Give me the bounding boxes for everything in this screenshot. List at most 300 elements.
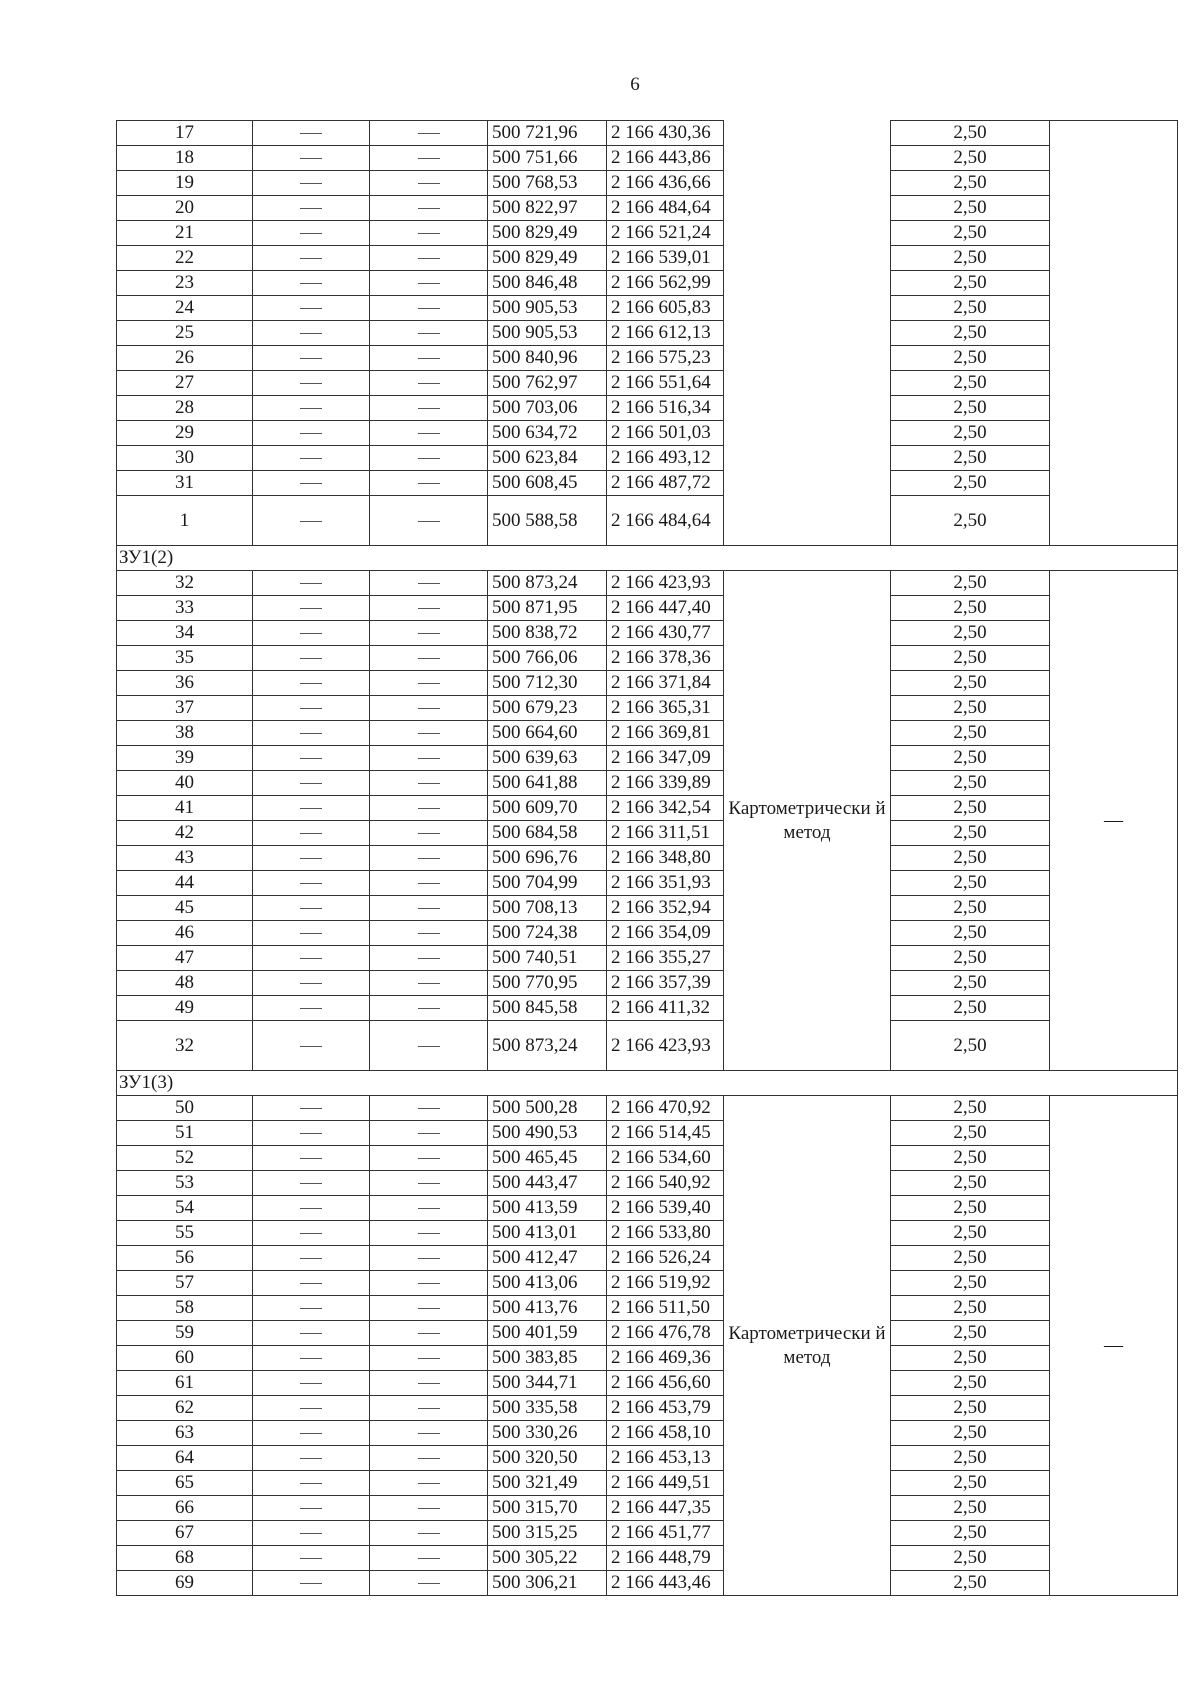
accuracy-mt: 2,50 <box>891 296 1050 321</box>
dash-mark <box>418 1433 440 1434</box>
right-col-cell: — <box>1050 1096 1178 1596</box>
prev-y-dash <box>370 1446 488 1471</box>
prev-y-dash <box>370 1496 488 1521</box>
accuracy-mt: 2,50 <box>891 1171 1050 1196</box>
prev-x-dash <box>253 646 370 671</box>
prev-y-dash <box>370 296 488 321</box>
section-title: ЗУ1(3) <box>117 1071 1178 1096</box>
dash-mark <box>300 983 322 984</box>
coord-y: 2 166 430,36 <box>607 121 724 146</box>
dash-mark <box>418 983 440 984</box>
coord-x: 500 740,51 <box>488 946 607 971</box>
prev-y-dash <box>370 1346 488 1371</box>
prev-x-dash <box>253 1196 370 1221</box>
accuracy-mt: 2,50 <box>891 1221 1050 1246</box>
dash-mark <box>418 383 440 384</box>
prev-y-dash <box>370 596 488 621</box>
dash-mark <box>300 1108 322 1109</box>
dash-mark <box>300 308 322 309</box>
table-row <box>117 496 1178 546</box>
coord-y: 2 166 354,09 <box>607 921 724 946</box>
dash-mark <box>418 433 440 434</box>
point-number: 26 <box>117 346 253 371</box>
table-row <box>117 246 1178 271</box>
prev-x-dash <box>253 1146 370 1171</box>
prev-y-dash <box>370 421 488 446</box>
table-row <box>117 596 1178 621</box>
coord-y: 2 166 443,46 <box>607 1571 724 1596</box>
table-row <box>117 321 1178 346</box>
prev-y-dash <box>370 346 488 371</box>
prev-x-dash <box>253 621 370 646</box>
prev-y-dash <box>370 496 488 546</box>
prev-x-dash <box>253 221 370 246</box>
dash-mark <box>418 521 440 522</box>
point-number: 27 <box>117 371 253 396</box>
dash-mark <box>418 158 440 159</box>
point-number: 31 <box>117 471 253 496</box>
dash-mark <box>300 408 322 409</box>
prev-y-dash <box>370 271 488 296</box>
dash-mark <box>418 1458 440 1459</box>
coord-y: 2 166 551,64 <box>607 371 724 396</box>
point-number: 60 <box>117 1346 253 1371</box>
coord-x: 500 838,72 <box>488 621 607 646</box>
coord-y: 2 166 456,60 <box>607 1371 724 1396</box>
dash-mark <box>300 1208 322 1209</box>
dash-mark <box>418 908 440 909</box>
table-row <box>117 896 1178 921</box>
dash-mark <box>300 433 322 434</box>
dash-mark <box>418 1008 440 1009</box>
dash-mark <box>418 183 440 184</box>
table-row <box>117 1121 1178 1146</box>
point-number: 34 <box>117 621 253 646</box>
table-row <box>117 721 1178 746</box>
table-row <box>117 446 1178 471</box>
accuracy-mt: 2,50 <box>891 871 1050 896</box>
accuracy-mt: 2,50 <box>891 1146 1050 1171</box>
prev-y-dash <box>370 846 488 871</box>
dash-mark <box>300 458 322 459</box>
dash-mark <box>300 1458 322 1459</box>
coord-x: 500 315,70 <box>488 1496 607 1521</box>
table-row <box>117 1246 1178 1271</box>
coord-x: 500 871,95 <box>488 596 607 621</box>
dash-mark <box>300 608 322 609</box>
dash-mark <box>418 883 440 884</box>
accuracy-mt: 2,50 <box>891 1096 1050 1121</box>
accuracy-mt: 2,50 <box>891 196 1050 221</box>
prev-x-dash <box>253 346 370 371</box>
point-number: 18 <box>117 146 253 171</box>
accuracy-mt: 2,50 <box>891 921 1050 946</box>
prev-y-dash <box>370 671 488 696</box>
coord-x: 500 306,21 <box>488 1571 607 1596</box>
point-number: 50 <box>117 1096 253 1121</box>
accuracy-mt: 2,50 <box>891 246 1050 271</box>
coord-y: 2 166 470,92 <box>607 1096 724 1121</box>
prev-x-dash <box>253 721 370 746</box>
table-row <box>117 421 1178 446</box>
coord-y: 2 166 540,92 <box>607 1171 724 1196</box>
coord-y: 2 166 369,81 <box>607 721 724 746</box>
coord-y: 2 166 501,03 <box>607 421 724 446</box>
dash-mark <box>300 1158 322 1159</box>
dash-mark <box>300 1258 322 1259</box>
dash-mark <box>418 1308 440 1309</box>
table-row <box>117 621 1178 646</box>
coord-x: 500 315,25 <box>488 1521 607 1546</box>
accuracy-mt: 2,50 <box>891 1496 1050 1521</box>
prev-y-dash <box>370 221 488 246</box>
dash-mark <box>418 408 440 409</box>
dash-mark <box>418 833 440 834</box>
table-row <box>117 1271 1178 1296</box>
coord-x: 500 724,38 <box>488 921 607 946</box>
table-row <box>117 1421 1178 1446</box>
coord-y: 2 166 449,51 <box>607 1471 724 1496</box>
table-row <box>117 1571 1178 1596</box>
prev-y-dash <box>370 171 488 196</box>
dash-mark <box>300 1308 322 1309</box>
prev-x-dash <box>253 1171 370 1196</box>
accuracy-mt: 2,50 <box>891 271 1050 296</box>
accuracy-mt: 2,50 <box>891 746 1050 771</box>
accuracy-mt: 2,50 <box>891 171 1050 196</box>
prev-y-dash <box>370 471 488 496</box>
accuracy-mt: 2,50 <box>891 996 1050 1021</box>
prev-x-dash <box>253 1121 370 1146</box>
accuracy-mt: 2,50 <box>891 846 1050 871</box>
table-row <box>117 846 1178 871</box>
point-number: 46 <box>117 921 253 946</box>
dash-mark <box>300 1508 322 1509</box>
dash-mark <box>418 1383 440 1384</box>
coord-x: 500 609,70 <box>488 796 607 821</box>
coord-x: 500 490,53 <box>488 1121 607 1146</box>
coord-x: 500 401,59 <box>488 1321 607 1346</box>
prev-x-dash <box>253 896 370 921</box>
coord-x: 500 684,58 <box>488 821 607 846</box>
dash-mark <box>300 233 322 234</box>
accuracy-mt: 2,50 <box>891 1296 1050 1321</box>
coord-x: 500 383,85 <box>488 1346 607 1371</box>
dash-mark <box>300 358 322 359</box>
prev-y-dash <box>370 1121 488 1146</box>
prev-y-dash <box>370 1421 488 1446</box>
point-number: 48 <box>117 971 253 996</box>
accuracy-mt: 2,50 <box>891 346 1050 371</box>
dash-mark <box>300 1408 322 1409</box>
table-row <box>117 821 1178 846</box>
coord-y: 2 166 436,66 <box>607 171 724 196</box>
dash-mark <box>418 1046 440 1047</box>
dash-mark <box>300 1483 322 1484</box>
prev-y-dash <box>370 246 488 271</box>
accuracy-mt: 2,50 <box>891 1396 1050 1421</box>
dash-mark <box>300 833 322 834</box>
table-row <box>117 696 1178 721</box>
prev-x-dash <box>253 996 370 1021</box>
dash-mark <box>418 233 440 234</box>
point-number: 22 <box>117 246 253 271</box>
dash-mark <box>300 1283 322 1284</box>
dash-mark <box>418 1408 440 1409</box>
dash-mark <box>300 1433 322 1434</box>
coord-x: 500 500,28 <box>488 1096 607 1121</box>
point-number: 57 <box>117 1271 253 1296</box>
dash-mark <box>300 133 322 134</box>
table-row <box>117 1446 1178 1471</box>
dash-mark <box>300 383 322 384</box>
point-number: 23 <box>117 271 253 296</box>
point-number: 58 <box>117 1296 253 1321</box>
dash-mark <box>300 858 322 859</box>
dash-mark <box>300 521 322 522</box>
prev-x-dash <box>253 1321 370 1346</box>
coord-y: 2 166 423,93 <box>607 571 724 596</box>
prev-x-dash <box>253 1221 370 1246</box>
accuracy-mt: 2,50 <box>891 896 1050 921</box>
dash-mark <box>418 308 440 309</box>
prev-x-dash <box>253 596 370 621</box>
coord-y: 2 166 534,60 <box>607 1146 724 1171</box>
dash-mark <box>300 1133 322 1134</box>
dash-mark <box>300 808 322 809</box>
prev-x-dash <box>253 321 370 346</box>
dash-mark <box>418 1158 440 1159</box>
dash-mark <box>418 333 440 334</box>
dash-mark <box>300 483 322 484</box>
dash-mark <box>300 758 322 759</box>
dash-mark <box>418 808 440 809</box>
prev-y-dash <box>370 121 488 146</box>
prev-y-dash <box>370 1521 488 1546</box>
prev-y-dash <box>370 621 488 646</box>
table-row <box>117 746 1178 771</box>
point-number: 24 <box>117 296 253 321</box>
prev-x-dash <box>253 471 370 496</box>
dash-mark <box>300 958 322 959</box>
table-row <box>117 571 1178 596</box>
table-row <box>117 121 1178 146</box>
point-number: 25 <box>117 321 253 346</box>
prev-y-dash <box>370 1146 488 1171</box>
table-row <box>117 196 1178 221</box>
dash-mark <box>300 1233 322 1234</box>
accuracy-mt: 2,50 <box>891 1246 1050 1271</box>
point-number: 69 <box>117 1571 253 1596</box>
dash-mark <box>418 1508 440 1509</box>
prev-x-dash <box>253 446 370 471</box>
accuracy-mt: 2,50 <box>891 1471 1050 1496</box>
table-row <box>117 646 1178 671</box>
coord-x: 500 664,60 <box>488 721 607 746</box>
accuracy-mt: 2,50 <box>891 421 1050 446</box>
prev-x-dash <box>253 121 370 146</box>
prev-y-dash <box>370 1571 488 1596</box>
coordinates-table-body <box>117 121 1178 1596</box>
coord-x: 500 413,59 <box>488 1196 607 1221</box>
prev-x-dash <box>253 746 370 771</box>
accuracy-mt: 2,50 <box>891 146 1050 171</box>
coord-y: 2 166 458,10 <box>607 1421 724 1446</box>
prev-y-dash <box>370 1371 488 1396</box>
right-col-cell: — <box>1050 571 1178 1071</box>
point-number: 37 <box>117 696 253 721</box>
table-row <box>117 1021 1178 1071</box>
point-number: 29 <box>117 421 253 446</box>
dash-mark <box>418 633 440 634</box>
dash-mark <box>418 683 440 684</box>
coord-y: 2 166 342,54 <box>607 796 724 821</box>
prev-x-dash <box>253 171 370 196</box>
point-number: 64 <box>117 1446 253 1471</box>
point-number: 19 <box>117 171 253 196</box>
coord-x: 500 708,13 <box>488 896 607 921</box>
accuracy-mt: 2,50 <box>891 571 1050 596</box>
coord-y: 2 166 484,64 <box>607 496 724 546</box>
prev-x-dash <box>253 1496 370 1521</box>
prev-y-dash <box>370 721 488 746</box>
point-number: 1 <box>117 496 253 546</box>
table-row <box>117 396 1178 421</box>
table-row <box>117 371 1178 396</box>
table-row <box>117 871 1178 896</box>
coord-y: 2 166 423,93 <box>607 1021 724 1071</box>
dash-mark <box>300 883 322 884</box>
coord-x: 500 344,71 <box>488 1371 607 1396</box>
point-number: 43 <box>117 846 253 871</box>
dash-mark <box>418 933 440 934</box>
dash-mark <box>300 1358 322 1359</box>
coord-x: 500 465,45 <box>488 1146 607 1171</box>
accuracy-mt: 2,50 <box>891 1571 1050 1596</box>
point-number: 67 <box>117 1521 253 1546</box>
coord-x: 500 840,96 <box>488 346 607 371</box>
table-row <box>117 1221 1178 1246</box>
prev-y-dash <box>370 1221 488 1246</box>
coord-y: 2 166 533,80 <box>607 1221 724 1246</box>
coord-x: 500 721,96 <box>488 121 607 146</box>
prev-y-dash <box>370 196 488 221</box>
table-row <box>117 1396 1178 1421</box>
coord-x: 500 608,45 <box>488 471 607 496</box>
point-number: 41 <box>117 796 253 821</box>
coord-x: 500 873,24 <box>488 571 607 596</box>
coord-x: 500 412,47 <box>488 1246 607 1271</box>
dash-mark <box>300 183 322 184</box>
prev-y-dash <box>370 1196 488 1221</box>
coord-x: 500 305,22 <box>488 1546 607 1571</box>
dash-mark <box>418 608 440 609</box>
point-number: 61 <box>117 1371 253 1396</box>
point-number: 39 <box>117 746 253 771</box>
coord-x: 500 905,53 <box>488 296 607 321</box>
prev-x-dash <box>253 271 370 296</box>
dash-mark <box>300 633 322 634</box>
coord-y: 2 166 521,24 <box>607 221 724 246</box>
coord-x: 500 829,49 <box>488 221 607 246</box>
dash-mark <box>418 1333 440 1334</box>
accuracy-mt: 2,50 <box>891 1521 1050 1546</box>
coord-y: 2 166 365,31 <box>607 696 724 721</box>
dash-mark <box>418 783 440 784</box>
coord-x: 500 696,76 <box>488 846 607 871</box>
table-row <box>117 1321 1178 1346</box>
point-number: 17 <box>117 121 253 146</box>
page-number: 6 <box>630 74 640 95</box>
prev-y-dash <box>370 371 488 396</box>
prev-y-dash <box>370 1171 488 1196</box>
dash-mark <box>418 958 440 959</box>
dash-mark <box>418 1533 440 1534</box>
accuracy-mt: 2,50 <box>891 1421 1050 1446</box>
table-row <box>117 1196 1178 1221</box>
prev-x-dash <box>253 371 370 396</box>
prev-x-dash <box>253 946 370 971</box>
point-number: 47 <box>117 946 253 971</box>
coord-x: 500 770,95 <box>488 971 607 996</box>
table-row <box>117 1171 1178 1196</box>
coord-x: 500 321,49 <box>488 1471 607 1496</box>
prev-x-dash <box>253 246 370 271</box>
prev-x-dash <box>253 1296 370 1321</box>
coord-x: 500 766,06 <box>488 646 607 671</box>
point-number: 35 <box>117 646 253 671</box>
method-cell <box>724 121 891 546</box>
accuracy-mt: 2,50 <box>891 1321 1050 1346</box>
accuracy-mt: 2,50 <box>891 221 1050 246</box>
dash-mark <box>418 1558 440 1559</box>
point-number: 32 <box>117 1021 253 1071</box>
dash-mark <box>418 1283 440 1284</box>
prev-x-dash <box>253 846 370 871</box>
dash-mark <box>300 733 322 734</box>
prev-x-dash <box>253 1446 370 1471</box>
dash-mark <box>300 258 322 259</box>
coord-y: 2 166 511,50 <box>607 1296 724 1321</box>
coord-y: 2 166 447,35 <box>607 1496 724 1521</box>
coord-x: 500 703,06 <box>488 396 607 421</box>
dash-mark <box>300 1046 322 1047</box>
dash-mark <box>300 1008 322 1009</box>
table-row <box>117 1496 1178 1521</box>
coord-y: 2 166 453,13 <box>607 1446 724 1471</box>
accuracy-mt: 2,50 <box>891 1446 1050 1471</box>
dash-mark <box>300 908 322 909</box>
table-row <box>117 296 1178 321</box>
prev-y-dash <box>370 571 488 596</box>
dash-mark <box>300 683 322 684</box>
accuracy-mt: 2,50 <box>891 496 1050 546</box>
prev-y-dash <box>370 1021 488 1071</box>
prev-x-dash <box>253 146 370 171</box>
prev-y-dash <box>370 396 488 421</box>
dash-mark <box>418 1233 440 1234</box>
prev-x-dash <box>253 1246 370 1271</box>
coord-y: 2 166 371,84 <box>607 671 724 696</box>
prev-y-dash <box>370 146 488 171</box>
table-row <box>117 471 1178 496</box>
coord-y: 2 166 493,12 <box>607 446 724 471</box>
dash-mark <box>418 1108 440 1109</box>
coord-x: 500 413,06 <box>488 1271 607 1296</box>
prev-y-dash <box>370 1271 488 1296</box>
dash-mark <box>300 333 322 334</box>
coord-y: 2 166 539,40 <box>607 1196 724 1221</box>
